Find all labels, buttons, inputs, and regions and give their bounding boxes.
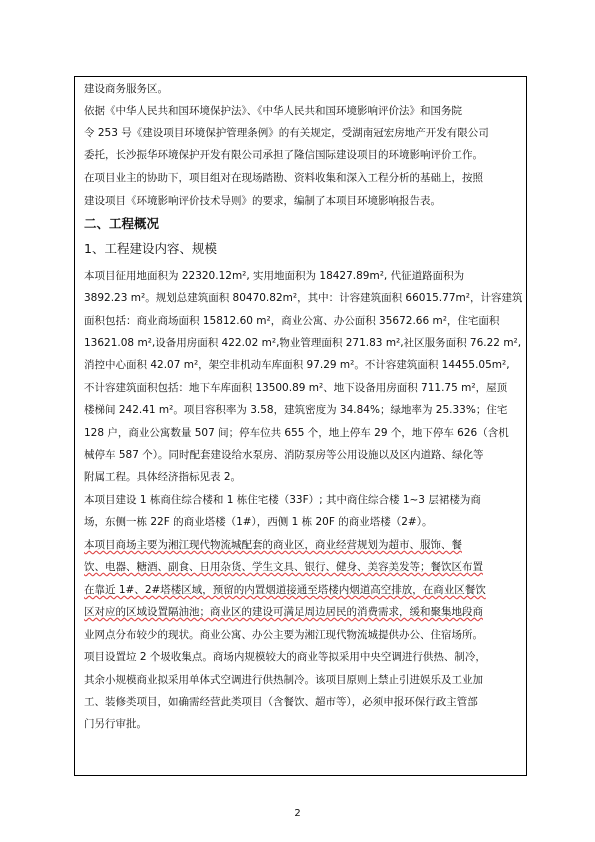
text-line: 本项目商场主要为湘江现代物流城配套的商业区，商业经营规划为超市、服饰、餐 <box>84 539 462 551</box>
text-line: 128 户，商业公寓数量 507 间；停车位共 655 个，地上停车 29 个，地下停车 626（含机 <box>84 427 509 439</box>
text-line: 饮、电器、糖酒、副食、日用杂货、学生文具、银行、健身、美容美发等；餐饮区布置 <box>84 561 483 573</box>
text-line: 在靠近 1#、2#塔楼区域，预留的内置烟道接通至塔楼内烟道高空排放，在商业区餐饮 <box>84 584 486 596</box>
text-line: 委托，长沙振华环境保护开发有限公司承担了隆信国际建设项目的环境影响评价工作。 <box>84 149 483 161</box>
text-line: 工、装修类项目，如确需经营此类项目（含餐饮、超市等），必须申报环保行政主管部 <box>84 696 478 708</box>
text-line: 面积包括：商业商场面积 15812.60 m²，商业公寓、办公面积 35672.66 m²，住宅面积 <box>84 315 500 327</box>
text-line: 3892.23 m²。规划总建筑面积 80470.82m²，其中：计容建筑面积 66015.77m²，计容建筑 <box>84 292 523 304</box>
subsection-heading: 1、工程建设内容、规模 <box>84 241 217 256</box>
text-line: 场，东侧一栋 22F 的商业塔楼（1#），西侧 1 栋 20F 的商业塔楼（2#）。 <box>84 516 433 528</box>
text-line: 业网点分布较少的现状。商业公寓、办公主要为湘江现代物流城提供办公、住宿场所。 <box>84 629 483 641</box>
text-line: 令 253 号《建设项目环境保护管理条例》的有关规定，受湖南冠宏房地产开发有限公司 <box>84 127 489 139</box>
text-line: 本项目建设 1 栋商住综合楼和 1 栋住宅楼（33F）; 其中商住综合楼 1~3 层裙楼为商 <box>84 494 481 506</box>
text-line: 在项目业主的协助下，项目组对在现场踏勘、资料收集和深入工程分析的基础上，按照 <box>84 172 483 184</box>
text-line: 建设项目《环境影响评价技术导则》的要求，编制了本项目环境影响报告表。 <box>84 195 441 207</box>
text-line: 不计容建筑面积包括：地下车库面积 13500.89 m²、地下设备用房面积 711.75 m²，屋顶 <box>84 382 508 394</box>
text-line: 其余小规模商业拟采用单体式空调进行供热制冷。该项目原则上禁止引进娱乐及工业加 <box>84 674 483 686</box>
section-heading: 二、工程概况 <box>84 216 160 231</box>
page-number: 2 <box>294 808 301 819</box>
text-line: 附属工程。具体经济指标见表 2。 <box>84 471 242 483</box>
text-line: 械停车 587 个）。同时配套建设给水泵房、消防泵房等公用设施以及区内道路、绿化等 <box>84 449 484 461</box>
text-line: 项目设置垃 2 个圾收集点。商场内规模较大的商业等拟采用中央空调进行供热、制冷， <box>84 651 486 663</box>
text-line: 建设商务服务区。 <box>84 83 168 95</box>
text-line: 消控中心面积 42.07 m²，架空非机动车库面积 97.29 m²。不计容建筑面积 14455.05m², <box>84 359 510 371</box>
text-line: 门另行审批。 <box>84 718 147 730</box>
text-line: 区对应的区域设置隔油池；商业区的建设可满足周边居民的消费需求，缓和聚集地段商 <box>84 606 483 618</box>
text-line: 依据《中华人民共和国环境保护法》、《中华人民共和国环境影响评价法》和国务院 <box>84 105 462 117</box>
text-line: 本项目征用地面积为 22320.12m², 实用地面积为 18427.89m², 代征道路面积为 <box>84 270 465 282</box>
text-line: 楼梯间 242.41 m²。项目容积率为 3.58，建筑密度为 34.84%；绿地率为 25.33%；住宅 <box>84 404 508 416</box>
text-line: 13621.08 m²,设备用房面积 422.02 m²,物业管理面积 271.83 m²,社区服务面积 76.22 m², <box>84 337 522 349</box>
